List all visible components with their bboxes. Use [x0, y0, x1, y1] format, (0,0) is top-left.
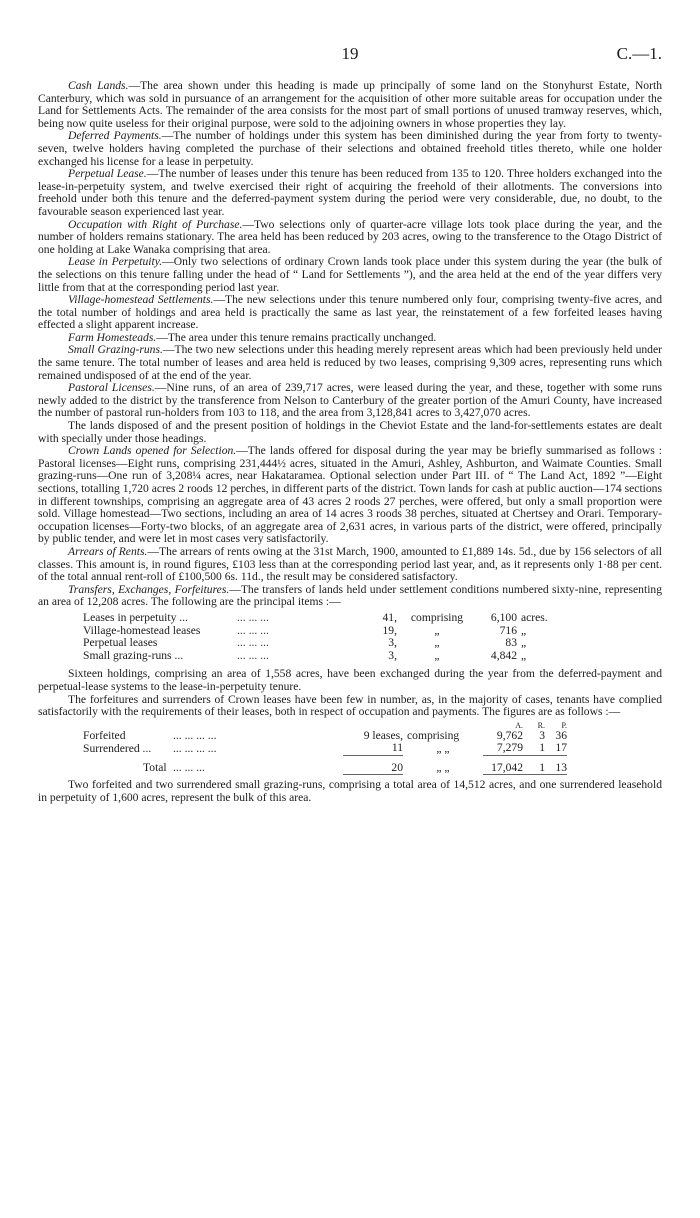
row-unit: acres. — [521, 610, 548, 624]
paragraph — [38, 256, 662, 294]
total-label: Total — [143, 760, 167, 774]
document-body — [38, 80, 662, 805]
leader-dots: ... ... ... — [237, 610, 269, 624]
total-perches: 13 — [545, 755, 567, 775]
paragraph — [38, 382, 662, 420]
paragraph-text: —The area under this tenure remains practically unchanged. — [156, 330, 437, 344]
paragraph-heading: Perpetual Lease. — [68, 167, 147, 181]
paragraph-heading: Deferred Payments. — [68, 129, 162, 143]
paragraph-text: —The new selections under this tenure numbered only four, comprising twenty-five acres, and the total number of holdings and area held is practically the same as last year, the reinstatement of a few forfeited leases having effected a slight apparent increase. — [38, 293, 662, 332]
row-unit: „ — [521, 636, 527, 650]
row-word: „ — [434, 648, 440, 662]
paragraph — [38, 219, 662, 257]
paragraph-heading: Farm Homesteads. — [68, 330, 157, 344]
row-area: 716 — [499, 623, 517, 637]
total-row — [83, 755, 567, 775]
page-number: 19 — [341, 44, 359, 63]
paragraph-text: —The transfers of lands held under settlement conditions numbered sixty-nine, representing an area of 12,208 acres. The following are the principal items :— — [38, 582, 663, 609]
paragraph-text: —The area shown under this heading is made up principally of some land on the Stonyhurst Estate, North Canterbury, which was sold in pursuance of an arrangement for the acquisition of other more suitable areas for occupation under the Land for Settlements Acts. The remainder of the area consists for the most part of small portions of unused tramway reserves, which, being now quite useless for their original purpose, were sold to the adjoining owners in whose properties they lay. — [38, 79, 662, 130]
paragraph: The forfeitures and surrenders of Crown leases have been few in number, as, in the majority of cases, tenants have complied satisfactorily with the requirements of their leases, both in respect of occupation and payments. The figures are as follows :— — [38, 692, 662, 719]
total-acres: 17,042 — [483, 755, 523, 775]
column-heads-row — [83, 721, 567, 730]
row-word: „ „ — [436, 741, 450, 755]
leader-dots: ... ... ... — [237, 648, 269, 662]
table-row — [83, 650, 548, 663]
row-roods: 1 — [523, 742, 545, 755]
total-count: 20 — [343, 755, 403, 775]
paragraph — [38, 584, 662, 609]
paragraph-text: —The number of holdings under this system has been diminished during the year from forty to twenty-seven, twelve holders having completed the purchase of their selections and obtained freehold titles thereto, while one holder exchanged his license for a lease in perpetuity. — [38, 129, 662, 168]
paragraph: Two forfeited and two surrendered small grazing-runs, comprising a total area of 14,512 acres, and one surrendered leasehold in perpetuity of 1,600 acres, represent the bulk of this area. — [38, 778, 662, 805]
paragraph-text: —The lands offered for disposal during the year may be briefly summarised as follows : Pastoral licenses—Eight runs, comprising 231,444½ acres, situated in the Amuri, Ashley, Ashburton, and Waimate Counties. Small grazing-runs—One run of 3,208¼ acres, near Hakataramea. Optional selection under Part III. of “ The Land Act, 1892 ”—Eight sections, totalling 1,720 acres 2 roods 12 perches, in different parts of the district. Town lands for cash at public auction—174 sections in different townships, comprising an aggregate area of 43 acres 2 roods 27 perches, were offered, but only a small proportion were sold. Village homestead—Two sections, including an area of 14 acres 3 roods 38 perches, situated at Chertsey and Orari. Temporary-occupation licenses—Forty-two blocks, of an aggregate area of 2,631 acres, in various parts of the district, were offered, principally by public tender, and were let in most cases very satisfactorily. — [38, 444, 663, 546]
row-area: 4,842 — [490, 648, 517, 662]
paragraph-heading: Village-homestead Settlements. — [68, 293, 214, 307]
paragraph-heading: Occupation with Right of Purchase. — [68, 217, 243, 231]
paragraph — [38, 344, 662, 382]
row-word: comprising — [407, 728, 460, 742]
paragraph-text: —The two new selections under this heading merely represent areas which had been previously held under the same tenure. The total number of leases and area held is reduced by two leases, comprising 9,309 acres, representing runs which remained undisposed of at the end of the year. — [38, 343, 662, 382]
col-head-acres: A. — [515, 720, 523, 730]
paragraph-heading: Pastoral Licenses. — [68, 381, 155, 395]
row-label: Small grazing-runs ... — [83, 648, 184, 662]
paragraph: Sixteen holdings, comprising an area of 1,558 acres, have been exchanged during the year from the deferred-payment and perpetual-lease systems to the lease-in-perpetuity tenure. — [38, 667, 662, 693]
row-acres: 9,762 — [496, 728, 523, 742]
table-row — [83, 730, 567, 743]
paragraph-heading: Small Grazing-runs. — [68, 343, 163, 357]
paragraph-text: —Only two selections of ordinary Crown lands took place under this system during the year (the bulk of the selections on this tenure falling under the head of “ Land for Settlements ”), and the area held at the end of the year differs very little from that at the corresponding period last year. — [38, 255, 662, 294]
row-roods: 3 — [539, 728, 545, 742]
row-unit: „ — [521, 623, 527, 637]
row-label: Leases in perpetuity ... — [83, 610, 188, 624]
row-perches: 36 — [555, 728, 567, 742]
row-count: 3, — [388, 636, 397, 650]
col-head-perches: P. — [561, 720, 567, 730]
row-area: 83 — [505, 636, 517, 650]
paragraph-text: —Two selections only of quarter-acre village lots took place during the year, and the number of holders remains stationary. The area held has been reduced by 203 acres, owing to the transference to the Otago District of one holding at Lake Wanaka comprising that area. — [38, 217, 662, 256]
row-count: 9 leases, — [363, 728, 403, 742]
leader-dots: ... ... ... ... — [173, 741, 217, 755]
leader-dots: ... ... ... — [173, 760, 205, 774]
row-acres: 7,279 — [483, 742, 523, 755]
row-unit: „ — [521, 648, 527, 662]
forfeitures-table — [83, 721, 567, 776]
row-area: 6,100 — [490, 610, 517, 624]
paragraph-text: —The arrears of rents owing at the 31st March, 1900, amounted to £1,889 14s. 5d., due by 156 selectors of all classes. This amount is, in round figures, £103 less than at the corresponding period last year, and, as it represents only 1·88 per cent. of the total annual rent-roll of £100,500 6s. 11d., the result may be considered satisfactory. — [38, 544, 662, 584]
paragraph — [38, 420, 662, 445]
paragraph-heading: Cash Lands. — [68, 79, 129, 92]
paragraph-text: —Nine runs, of an area of 239,717 acres, were leased during the year, and these, together with some runs newly added to the district by the transference from Nelson to Canterbury of the greater portion of the Amuri County, have increased the number of pastoral run-holders from 103 to 118, and the area from 3,128,841 acres to 3,427,070 acres. — [38, 381, 662, 420]
row-label: Forfeited — [83, 728, 126, 742]
paragraph-heading: Arrears of Rents. — [68, 544, 148, 558]
page-header — [0, 44, 700, 68]
total-roods: 1 — [523, 755, 545, 775]
row-word: comprising — [410, 610, 464, 624]
row-word: „ — [434, 636, 440, 650]
leader-dots: ... ... ... ... — [173, 728, 217, 742]
paragraph-heading: Transfers, Exchanges, Forfeitures. — [68, 582, 230, 596]
transfers-table — [83, 612, 548, 662]
col-head-roods: R. — [537, 720, 545, 730]
paragraph — [38, 80, 662, 130]
row-label: Perpetual leases — [83, 636, 158, 650]
row-word: „ — [434, 623, 440, 637]
row-perches: 17 — [545, 742, 567, 755]
leader-dots: ... ... ... — [237, 623, 269, 637]
paragraph — [38, 294, 662, 332]
paragraph-heading: Lease in Perpetuity. — [68, 255, 163, 269]
paragraph — [38, 546, 662, 584]
paragraph-text: —The number of leases under this tenure has been reduced from 135 to 120. Three holders exchanged into the lease-in-perpetuity system, and twelve exercised their right of acquiring the freehold of their allotments. The conversions into freehold under both this tenure and the deferred-payment system during the period were very considerable, due, no doubt, to the favourable season experienced last year. — [38, 167, 662, 218]
row-count: 19, — [382, 623, 397, 637]
row-label: Village-homestead leases — [83, 623, 201, 637]
paragraph — [38, 445, 662, 546]
table-row — [83, 637, 548, 650]
paragraph-heading: Crown Lands opened for Selection. — [68, 444, 237, 458]
row-count: 11 — [343, 742, 403, 755]
paragraph — [38, 168, 662, 218]
row-label: Surrendered ... — [83, 741, 152, 755]
table-row — [83, 612, 548, 625]
document-reference: C.—1. — [616, 44, 662, 63]
paragraph-text: The lands disposed of and the present position of holdings in the Cheviot Estate and the land-for-settlements estates are dealt with specially under those headings. — [38, 419, 662, 445]
total-word: „ „ — [436, 760, 450, 774]
paragraph — [38, 130, 662, 168]
leader-dots: ... ... ... — [237, 636, 269, 650]
row-count: 41, — [382, 610, 397, 624]
row-count: 3, — [388, 648, 397, 662]
table-row — [83, 742, 567, 755]
